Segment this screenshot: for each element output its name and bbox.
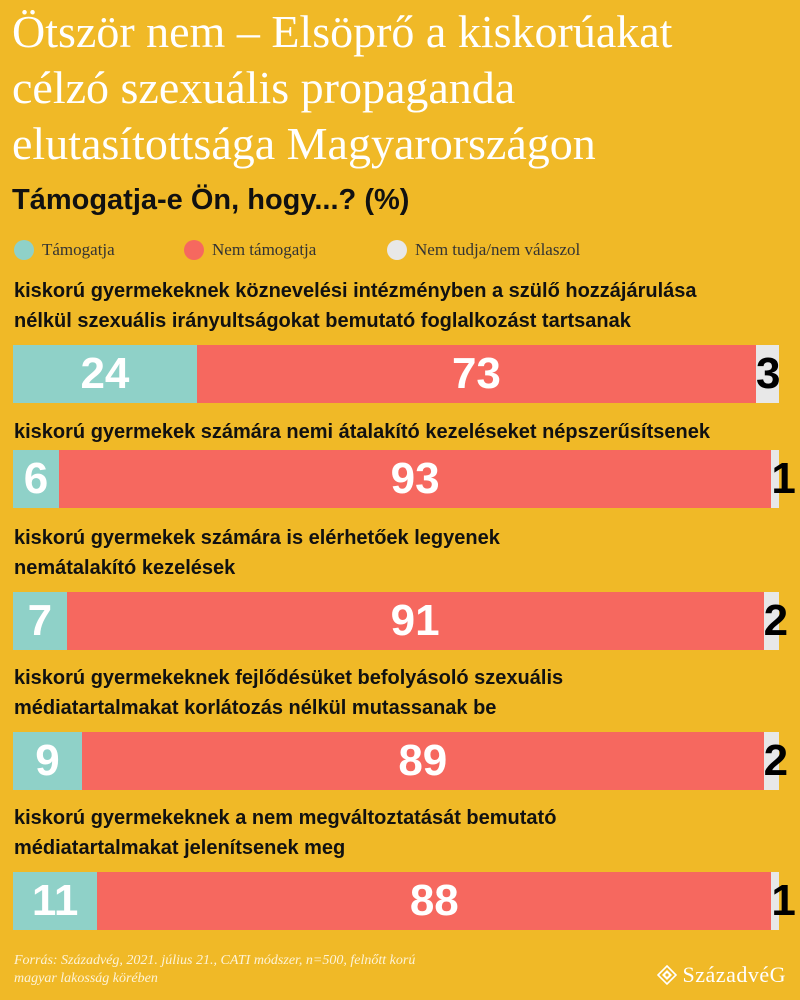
title-line: Ötször nem – Elsöprő a kiskorúakat <box>12 6 673 57</box>
legend-label: Nem támogatja <box>212 240 317 259</box>
question-label-line: nélkül szexuális irányultságokat bemutató foglalkozást tartsanak <box>14 310 631 332</box>
legend-item-oppose <box>184 240 316 260</box>
data-label-support: 6 <box>23 454 49 503</box>
bar-row <box>13 345 779 403</box>
bar-row <box>13 872 796 930</box>
question-label-line: kiskorú gyermekek számára is elérhetőek legyenek <box>14 527 500 549</box>
data-label-dontknow: 1 <box>771 876 796 925</box>
data-label-oppose: 73 <box>451 349 501 398</box>
question-label <box>14 417 794 447</box>
legend-swatch-oppose <box>184 240 204 260</box>
source-line: Forrás: Századvég, 2021. július 21., CATI módszer, n=500, felnőtt korú <box>14 953 416 968</box>
question-label <box>14 276 794 336</box>
question-label <box>14 523 794 583</box>
diamond-ornament-icon <box>657 965 677 985</box>
page-title <box>12 4 792 172</box>
data-label-dontknow: 1 <box>771 454 796 503</box>
title-line: elutasítottsága Magyarországon <box>12 118 596 169</box>
data-label-oppose: 93 <box>390 454 440 503</box>
bar-row <box>13 592 789 650</box>
data-label-support: 7 <box>27 596 53 645</box>
question-label-line: kiskorú gyermekeknek fejlődésüket befolyásoló szexuális <box>14 667 564 689</box>
legend-swatch-support <box>14 240 34 260</box>
legend-label: Támogatja <box>42 240 115 259</box>
logo-text: SzázadvéG <box>682 962 786 987</box>
title-line: célzó szexuális propaganda <box>12 62 516 113</box>
data-label-oppose: 89 <box>398 736 448 785</box>
question-label-line: kiskorú gyermekeknek a nem megváltoztatását bemutató <box>14 807 557 829</box>
data-label-support: 9 <box>35 736 60 785</box>
legend-item-support <box>14 240 115 260</box>
brand-logo <box>657 962 786 988</box>
question-label-line: nemátalakító kezelések <box>14 557 236 579</box>
data-label-oppose: 88 <box>409 876 459 925</box>
source-note <box>14 952 415 988</box>
data-label-dontknow: 3 <box>756 349 781 398</box>
data-label-dontknow: 2 <box>763 596 789 645</box>
bar-row <box>13 450 796 508</box>
data-label-oppose: 91 <box>390 596 440 645</box>
question-label-line: kiskorú gyermekeknek köznevelési intézményben a szülő hozzájárulása <box>14 280 697 302</box>
question-label <box>14 803 794 863</box>
data-label-dontknow: 2 <box>763 736 789 785</box>
question-label <box>14 663 794 723</box>
legend <box>14 240 794 264</box>
bar-row <box>13 732 789 790</box>
data-label-support: 11 <box>31 876 79 925</box>
chart-subtitle: Támogatja-e Ön, hogy...? (%) <box>12 184 410 216</box>
question-label-line: médiatartalmakat korlátozás nélkül mutassanak be <box>14 697 497 719</box>
legend-label: Nem tudja/nem válaszol <box>415 240 581 259</box>
legend-item-dontknow <box>387 240 580 260</box>
question-label-line: médiatartalmakat jelenítsenek meg <box>14 837 346 859</box>
source-line: magyar lakosság körében <box>14 971 158 986</box>
question-label-line: kiskorú gyermekek számára nemi átalakító kezeléseket népszerűsítsenek <box>14 421 710 443</box>
legend-swatch-dontknow <box>387 240 407 260</box>
data-label-support: 24 <box>80 349 130 398</box>
